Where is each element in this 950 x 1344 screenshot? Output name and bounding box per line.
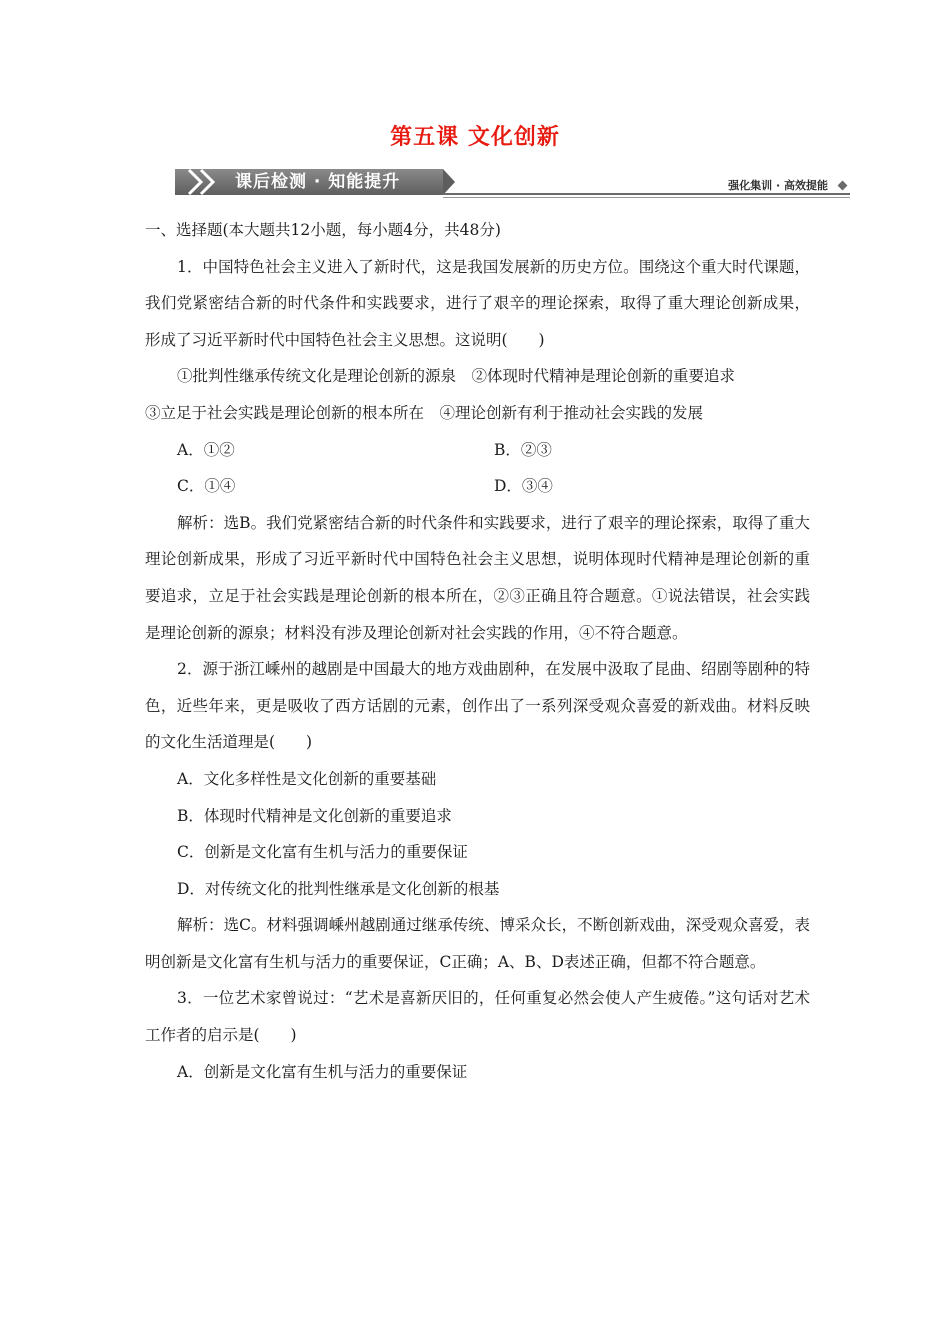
diamond-icon	[838, 181, 848, 191]
banner-tip	[443, 169, 455, 195]
banner-left-text: 课后检测 · 知能提升	[235, 172, 401, 192]
section-heading: 一、选择题(本大题共12小题，每小题4分，共48分)	[145, 221, 501, 239]
banner-rule	[443, 193, 850, 195]
section-banner	[175, 165, 850, 199]
option-d: D．③④	[494, 477, 553, 496]
option-row	[145, 432, 810, 469]
option-a: A．文化多样性是文化创新的重要基础	[177, 769, 437, 788]
option-b: B．②③	[494, 440, 552, 459]
option-c: C．①④	[177, 477, 236, 496]
question-stem: 2．源于浙江嵊州的越剧是中国最大的地方戏曲剧种，在发展中汲取了昆曲、绍剧等剧种的特色，近些年来，更是吸收了西方话剧的元素，创作出了一系列深受观众喜爱的新戏曲。材料反映的文化生活道理是( )	[145, 660, 810, 752]
question-stem: 1．中国特色社会主义进入了新时代，这是我国发展新的历史方位。围绕这个重大时代课题，我们党紧密结合新的时代条件和实践要求，进行了艰辛的理论探索，取得了重大理论创新成果，形成了习近平新时代中国特色社会主义思想。这说明( )	[145, 257, 810, 349]
document-body	[145, 212, 810, 1090]
double-chevron-icon	[185, 167, 229, 197]
option-a: A．①②	[177, 440, 235, 459]
option-a: A．创新是文化富有生机与活力的重要保证	[177, 1062, 468, 1081]
answer-analysis: 解析：选B。我们党紧密结合新的时代条件和实践要求，进行了艰辛的理论探索，取得了重大理论创新成果，形成了习近平新时代中国特色社会主义思想，说明体现时代精神是理论创新的重要追求，立足于社会实践是理论创新的根本所在，②③正确且符合题意。①说法错误，社会实践是理论创新的源泉；材料没有涉及理论创新对社会实践的作用，④不符合题意。	[145, 513, 810, 642]
question-statement: ①批判性继承传统文化是理论创新的源泉 ②体现时代精神是理论创新的重要追求	[177, 367, 736, 386]
banner-right-text: 强化集训 · 高效提能	[728, 179, 828, 192]
page-title: 第五课 文化创新	[390, 125, 560, 150]
option-b: B．体现时代精神是文化创新的重要追求	[177, 806, 452, 825]
question-stem: 3．一位艺术家曾说过：“艺术是喜新厌旧的，任何重复必然会使人产生疲倦。”这句话对艺术工作者的启示是( )	[145, 989, 810, 1045]
option-d: D．对传统文化的批判性继承是文化创新的根基	[177, 879, 500, 898]
answer-analysis: 解析：选C。材料强调嵊州越剧通过继承传统、博采众长，不断创新戏曲，深受观众喜爱，表明创新是文化富有生机与活力的重要保证，C正确；A、B、D表述正确，但都不符合题意。	[145, 916, 810, 971]
option-row	[145, 468, 810, 505]
banner-rule-thin	[443, 197, 850, 198]
option-c: C．创新是文化富有生机与活力的重要保证	[177, 843, 468, 862]
question-statement: ③立足于社会实践是理论创新的根本所在 ④理论创新有利于推动社会实践的发展	[145, 403, 704, 422]
